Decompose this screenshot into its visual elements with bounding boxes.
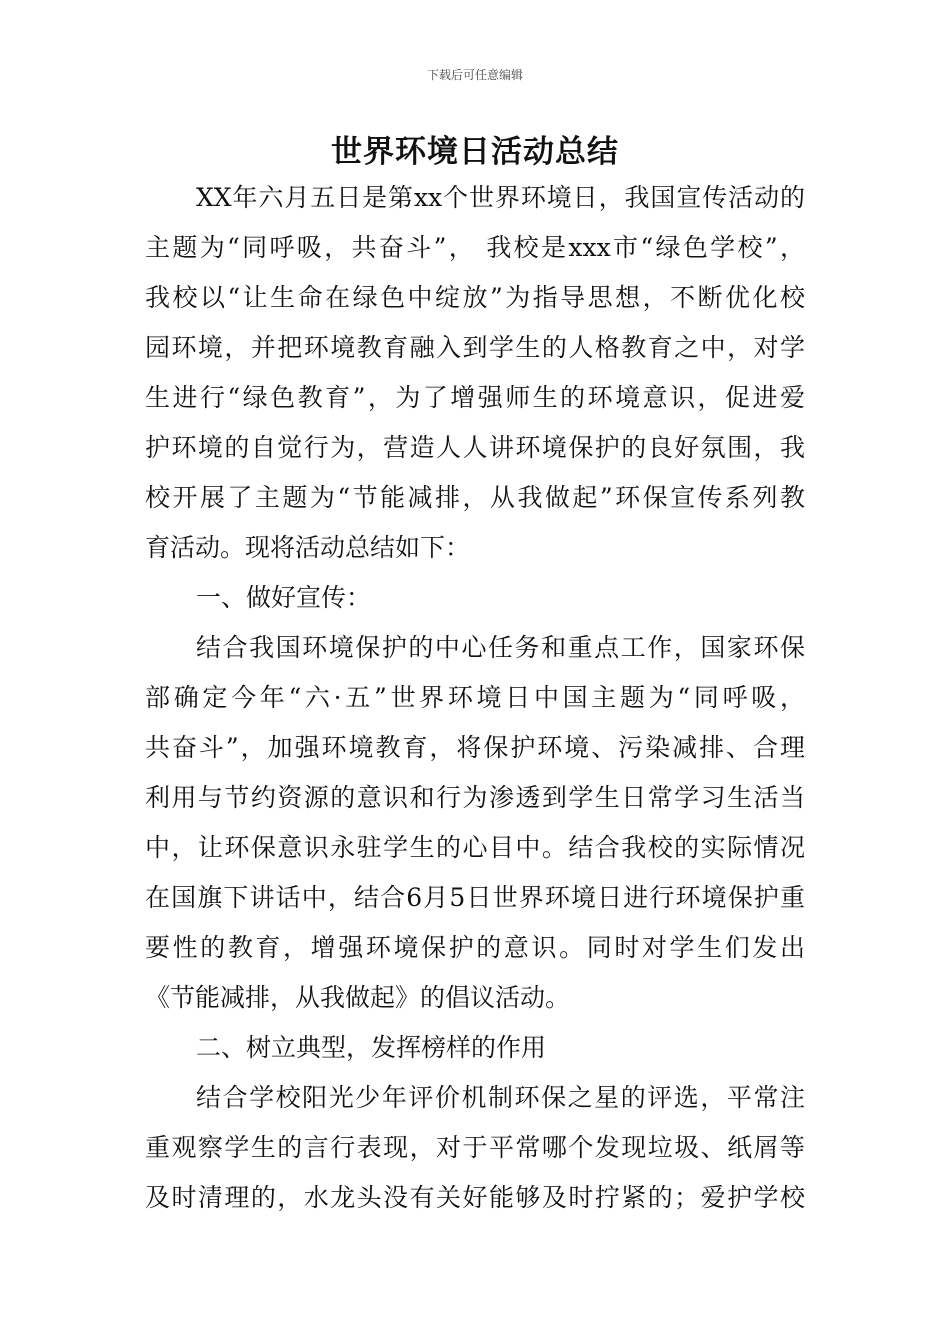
- paragraph-line: XX年六月五日是第xx个世界环境日，我国宣传活动的: [196, 183, 805, 212]
- paragraph-line: 重观察学生的言行表现，对于平常哪个发现垃圾、纸屑等: [145, 1133, 805, 1162]
- paragraph-line: 护环境的自觉行为，营造人人讲环境保护的良好氛围，我: [145, 433, 805, 462]
- paragraph-line: 育活动。现将活动总结如下：: [145, 533, 471, 562]
- page-title: 世界环境日活动总结: [331, 134, 619, 170]
- paragraph-line: 结合我国环境保护的中心任务和重点工作，国家环保: [196, 633, 805, 662]
- header-note: 下载后可任意编辑: [426, 68, 523, 82]
- section-heading: 一、做好宣传：: [196, 583, 372, 612]
- paragraph-line: 要性的教育，增强环境保护的意识。同时对学生们发出: [145, 933, 805, 962]
- paragraph-line: 我校以“让生命在绿色中绽放”为指导思想，不断优化校: [145, 283, 805, 312]
- paragraph-line: 及时清理的，水龙头没有关好能够及时拧紧的；爱护学校: [145, 1183, 805, 1212]
- paragraph-line: 利用与节约资源的意识和行为渗透到学生日常学习生活当: [145, 783, 805, 812]
- paragraph-line: 主题为“同呼吸，共奋斗”， 我校是xxx市“绿色学校”，: [145, 233, 805, 262]
- paragraph-line: 校开展了主题为“节能减排，从我做起”环保宣传系列教: [145, 483, 805, 512]
- paragraph-line: 共奋斗”，加强环境教育，将保护环境、污染减排、合理: [145, 733, 805, 762]
- paragraph-line: 在国旗下讲话中，结合6月5日世界环境日进行环境保护重: [145, 883, 805, 912]
- paragraph-line: 结合学校阳光少年评价机制环保之星的评选，平常注: [196, 1083, 805, 1112]
- paragraph-line: 中，让环保意识永驻学生的心目中。结合我校的实际情况: [145, 833, 805, 862]
- section-heading: 二、树立典型，发挥榜样的作用: [196, 1033, 547, 1062]
- paragraph-line: 生进行“绿色教育”，为了增强师生的环境意识，促进爱: [145, 383, 805, 412]
- paragraph-line: 《节能减排，从我做起》的倡议活动。: [145, 983, 571, 1012]
- paragraph-line: 部确定今年“六·五”世界环境日中国主题为“同呼吸，: [145, 683, 805, 712]
- paragraph-line: 园环境，并把环境教育融入到学生的人格教育之中，对学: [145, 333, 805, 362]
